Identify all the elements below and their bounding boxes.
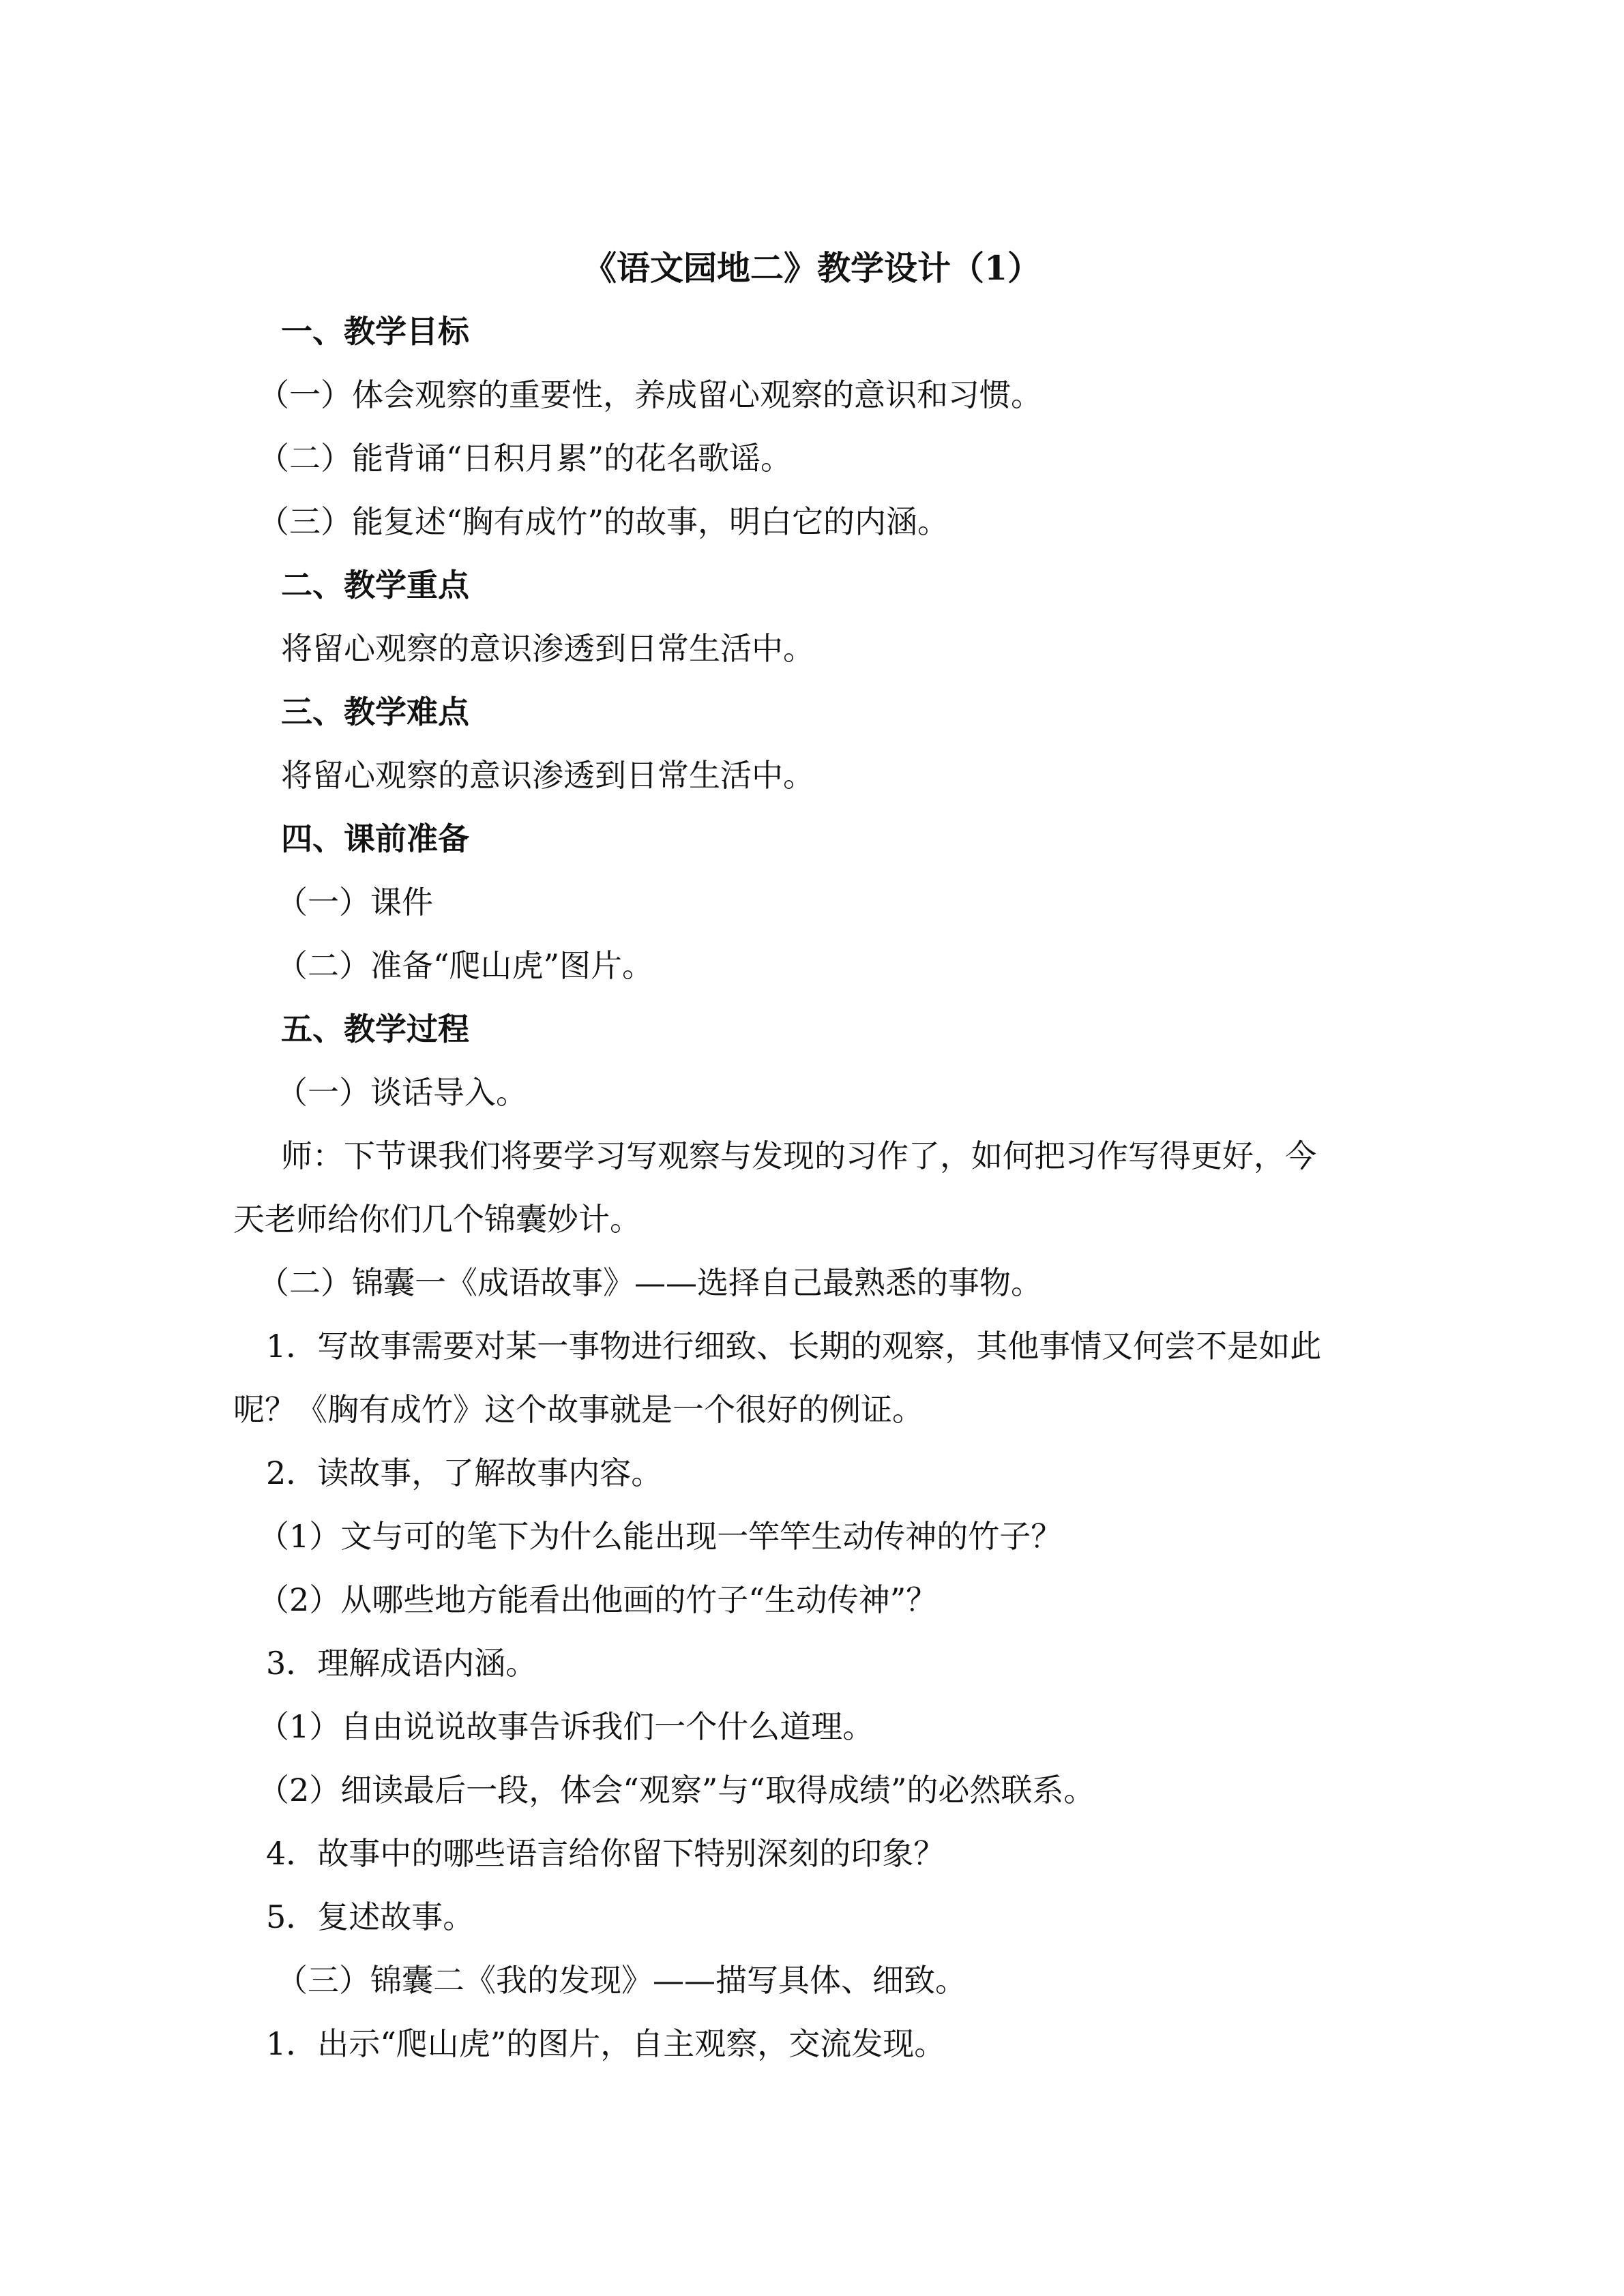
- process-step-3: （三）锦囊二《我的发现》——描写具体、细致。: [276, 1962, 966, 1999]
- teacher-paragraph-line-2: 天老师给你们几个锦囊妙计。: [233, 1201, 641, 1238]
- difficulty-text: 将留心观察的意识渗透到日常生活中。: [281, 757, 814, 794]
- teacher-paragraph-line-1: 师：下节课我们将要学习写观察与发现的习作了，如何把习作写得更好，今: [281, 1137, 1316, 1174]
- step-2-item-4: 4．故事中的哪些语言给你留下特别深刻的印象？: [266, 1835, 945, 1872]
- heading-preparation: 四、课前准备: [281, 820, 469, 857]
- step-2-item-2-sub-1: （1）文与可的笔下为什么能出现一竿竿生动传神的竹子？: [258, 1518, 1063, 1555]
- step-2-item-3-sub-1: （1）自由说说故事告诉我们一个什么道理。: [258, 1708, 874, 1745]
- step-3-item-1: 1．出示“爬山虎”的图片，自主观察，交流发现。: [266, 2025, 946, 2062]
- step-2-item-2-sub-2: （2）从哪些地方能看出他画的竹子“生动传神”？: [258, 1581, 938, 1618]
- preparation-item-1: （一）课件: [276, 884, 433, 921]
- goal-item-1: （一）体会观察的重要性，养成留心观察的意识和习惯。: [258, 376, 1042, 413]
- heading-key-points: 二、教学重点: [281, 567, 469, 603]
- goal-item-3: （三）能复述“胸有成竹”的故事，明白它的内涵。: [258, 503, 949, 540]
- process-step-1: （一）谈话导入。: [276, 1074, 527, 1111]
- heading-process: 五、教学过程: [281, 1011, 469, 1047]
- step-2-item-1-line-2: 呢？《胸有成竹》这个故事就是一个很好的例证。: [233, 1391, 924, 1428]
- step-2-item-3: 3．理解成语内涵。: [266, 1645, 537, 1682]
- step-2-item-1-line-1: 1．写故事需要对某一事物进行细致、长期的观察，其他事情又何尝不是如此: [266, 1328, 1322, 1365]
- goal-item-2: （二）能背诵“日积月累”的花名歌谣。: [258, 440, 793, 477]
- document-title: 《语文园地二》教学设计（1）: [582, 248, 1042, 288]
- heading-teaching-goals: 一、教学目标: [281, 313, 469, 350]
- step-2-item-2: 2．读故事，了解故事内容。: [266, 1455, 663, 1491]
- key-point-text: 将留心观察的意识渗透到日常生活中。: [281, 630, 814, 667]
- heading-difficulties: 三、教学难点: [281, 694, 469, 730]
- step-2-item-5: 5．复述故事。: [266, 1898, 475, 1935]
- preparation-item-2: （二）准备“爬山虎”图片。: [276, 947, 654, 984]
- process-step-2: （二）锦囊一《成语故事》——选择自己最熟悉的事物。: [258, 1264, 1042, 1301]
- step-2-item-3-sub-2: （2）细读最后一段，体会“观察”与“取得成绩”的必然联系。: [258, 1772, 1095, 1808]
